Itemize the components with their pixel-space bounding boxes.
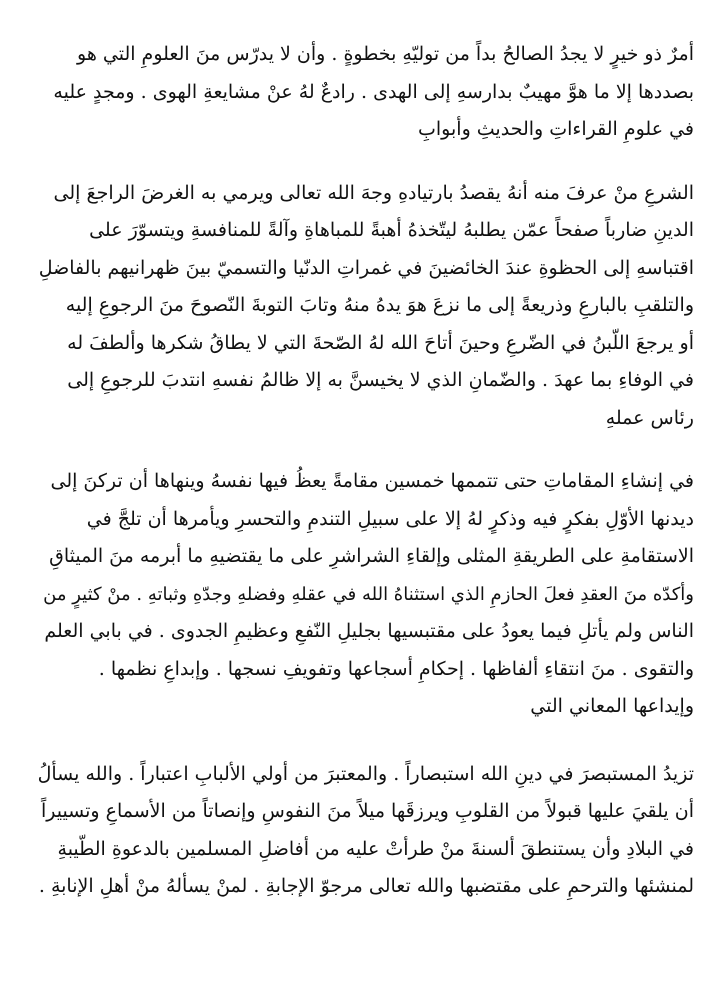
text-line: رئاس عملهِ bbox=[605, 406, 694, 429]
text-line: ديدنها الأوّلِ بفكرٍ فيه وذكرٍ لهُ إلا على سبيلِ التندمِ والتحسرِ ويأمرها أن تلجَّ في bbox=[86, 507, 694, 530]
paragraph-2 bbox=[26, 175, 694, 438]
text-line: والتقوى . منَ انتقاءِ ألفاظها . إحكامِ أسجاعها وتفويفِ نسجها . وإبداعِ نظمها . bbox=[98, 657, 694, 680]
paragraph-3 bbox=[26, 463, 694, 726]
text-line: في إنشاءِ المقاماتِ حتى تتممها خمسين مقامةً يعظُ فيها نفسهُ وينهاها أن تركنَ إلى bbox=[50, 470, 694, 492]
text-line: أن يلقيَ عليها قبولاً من القلوبِ ويرزقَها ميلاً منَ النفوسِ وإنصاتاً من الأسماعِ وتسييراً bbox=[40, 800, 694, 822]
text-line: في علومِ القراءاتِ والحديثِ وأبوابِ bbox=[418, 118, 694, 140]
text-line: اقتباسهِ إلى الحظوةِ عندَ الخائضينَ في غمراتِ الدنّيا والتسميّ بينَ ظهرانيهم بالفاضلِ bbox=[38, 256, 694, 279]
text-line: الاستقامةِ على الطريقةِ المثلى وإلقاءِ الشراشرِ على ما يقتضيهِ ما أبرمه منَ الميثاقِ bbox=[49, 545, 694, 567]
text-line: لمنشئها والترحمِ على مقتضبها والله تعالى مرجوّ الإجابةِ . لمنْ يسألهُ منْ أهلِ الإنابةِ . bbox=[38, 875, 694, 897]
text-line: الشرعِ منْ عرفَ منه أنهُ يقصدُ بارتيادهِ وجهَ الله تعالى ويرمي به الغرضَ الراجعَ إلى bbox=[53, 181, 694, 204]
paragraph-4 bbox=[26, 756, 694, 906]
text-line: الدينِ ضارباً صفحاً عمّن يطلبهُ ليتّخذهُ أهبةً للمباهاةِ وآلةً للمنافسةِ ويتسوّرَ على bbox=[89, 219, 694, 241]
text-line: أو يرجعَ اللّبنُ في الضّرعِ وحينَ أتاحَ الله لهُ الصّحةَ التي لا يطاقُ شكرها وألطفَ له bbox=[67, 331, 694, 354]
text-line: تزيدُ المستبصرَ في دينِ الله استبصاراً . والمعتبرَ من أولي الألبابِ اعتباراً . والله يسألُ bbox=[37, 762, 694, 785]
text-line: والتلقبِ بالبارعِ وذريعةً إلى ما نزعَ هوَ يدهُ منهُ وتابَ التوبةَ النّصوحَ منَ الرجوعِ إليه bbox=[65, 294, 694, 316]
text-line: الناس ولم يأتلِ فيما يعودُ على مقتبسيها بجليلِ النّفعِ وعظيمِ الجدوى . في بابي العلم bbox=[44, 620, 694, 642]
text-line: في الوفاءِ بما عهدَ . والضّمانِ الذي لا يخيسنَّ به إلا ظالمُ نفسهِ انتدبَ للرجوعِ إلى bbox=[67, 369, 694, 391]
paragraph-1 bbox=[26, 36, 694, 149]
text-line: في البلادِ وأن يستنطقَ ألسنةَ منْ طرأتْ عليه من أفاضلِ المسلمين بالدعوةِ الطّيبةِ bbox=[57, 837, 694, 860]
text-line: وإيداعها المعاني التي bbox=[530, 695, 694, 717]
text-line: وأكدّه منَ العقدِ فعلَ الحازمِ الذي استثناهُ الله في عقلهِ وفضلهِ وجدّهِ وثباتهِ . منْ كثيرٍ من bbox=[43, 583, 694, 605]
text-line: أمرٌ ذو خيرٍ لا يجدُ الصالحُ بداً من توليّهِ بخطوةٍ . وأن لا يدرّس منَ العلومِ التي هو bbox=[77, 43, 694, 65]
text-line: بصددها إلا ما هوَّ مهيبٌ بدارسهِ إلى الهدى . رادعٌ لهُ عنْ مشايعةِ الهوى . ومجدٍ عليه bbox=[53, 80, 694, 103]
